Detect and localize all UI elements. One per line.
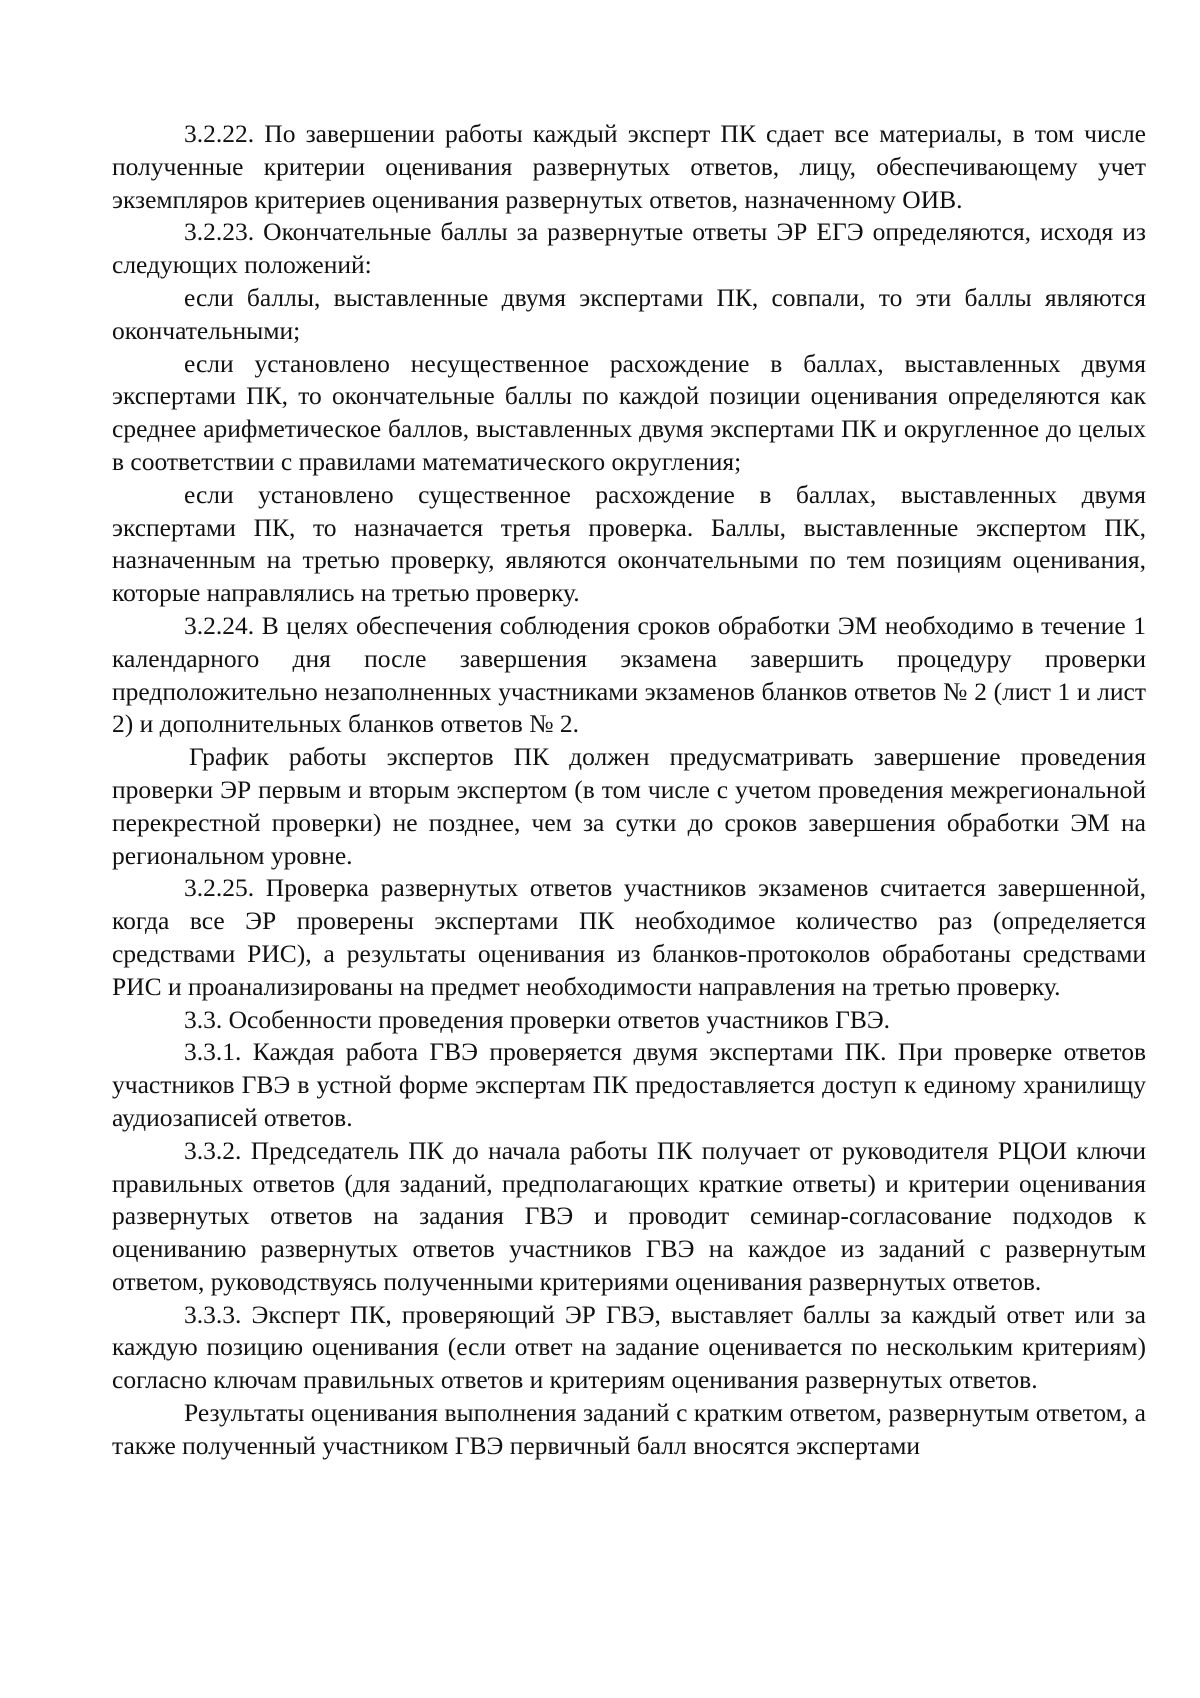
document-page: [112, 118, 1146, 1463]
paragraph-3-3-2: 3.3.2. Председатель ПК до начала работы ПК получает от руководителя РЦОИ ключи правильных ответов (для заданий, предполагающих краткие ответы) и критерии оценивания развернутых ответов на задания ГВЭ и проводит семинар-согласование подходов к оцениванию развернутых ответов участников ГВЭ на каждое из заданий с развернутым ответом, руководствуясь полученными критериями оценивания развернутых ответов.: [112, 1135, 1146, 1296]
paragraph-3-3-1: 3.3.1. Каждая работа ГВЭ проверяется двумя экспертами ПК. При проверке ответов участников ГВЭ в устной форме экспертам ПК предоставляется доступ к единому хранилищу аудиозаписей ответов.: [112, 1037, 1146, 1132]
paragraph-scores-matched: если баллы, выставленные двумя экспертами ПК, совпали, то эти баллы являются окончательными;: [112, 282, 1146, 345]
paragraph-3-2-23: 3.2.23. Окончательные баллы за развернутые ответы ЭР ЕГЭ определяются, исходя из следующих положений:: [112, 217, 1146, 280]
paragraph-minor-discrepancy: если установлено несущественное расхождение в баллах, выставленных двумя экспертами ПК, то окончательные баллы по каждой позиции оценивания определяются как среднее арифметическое баллов, выставленных двумя экспертами ПК и округленное до целых в соответствии с правилами математического округления;: [112, 348, 1146, 476]
paragraph-3-3-3: 3.3.3. Эксперт ПК, проверяющий ЭР ГВЭ, выставляет баллы за каждый ответ или за каждую позицию оценивания (если ответ на задание оценивается по нескольким критериям) согласно ключам правильных ответов и критериям оценивания развернутых ответов.: [112, 1299, 1146, 1395]
paragraph-3-2-24: 3.2.24. В целях обеспечения соблюдения сроков обработки ЭМ необходимо в течение 1 календарного дня после завершения экзамена завершить процедуру проверки предположительно незаполненных участниками экзаменов бланков ответов № 2 (лист 1 и лист 2) и дополнительных бланков ответов № 2.: [112, 610, 1146, 739]
paragraph-results: Результаты оценивания выполнения заданий с кратким ответом, развернутым ответом, а также полученный участником ГВЭ первичный балл вносятся экспертами: [112, 1398, 1146, 1460]
paragraph-3-2-25: 3.2.25. Проверка развернутых ответов участников экзаменов считается завершенной, когда все ЭР проверены экспертами ПК необходимое количество раз (определяется средствами РИС), а результаты оценивания из бланков-протоколов обработаны средствами РИС и проанализированы на предмет необходимости направления на третью проверку.: [112, 873, 1146, 1001]
paragraph-3-2-22: 3.2.22. По завершении работы каждый эксперт ПК сдает все материалы, в том числе полученные критерии оценивания развернутых ответов, лицу, обеспечивающему учет экземпляров критериев оценивания развернутых ответов, назначенному ОИВ.: [112, 119, 1146, 214]
paragraph-schedule: График работы экспертов ПК должен предусматривать завершение проведения проверки ЭР первым и вторым экспертом (в том числе с учетом проведения межрегиональной перекрестной проверки) не позднее, чем за сутки до сроков завершения обработки ЭМ на региональном уровне.: [112, 742, 1146, 870]
paragraph-3-3: 3.3. Особенности проведения проверки ответов участников ГВЭ.: [184, 1004, 891, 1034]
paragraph-major-discrepancy: если установлено существенное расхождение в баллах, выставленных двумя экспертами ПК, то назначается третья проверка. Баллы, выставленные экспертом ПК, назначенным на третью проверку, являются окончательными по тем позициям оценивания, которые направлялись на третью проверку.: [112, 479, 1146, 608]
